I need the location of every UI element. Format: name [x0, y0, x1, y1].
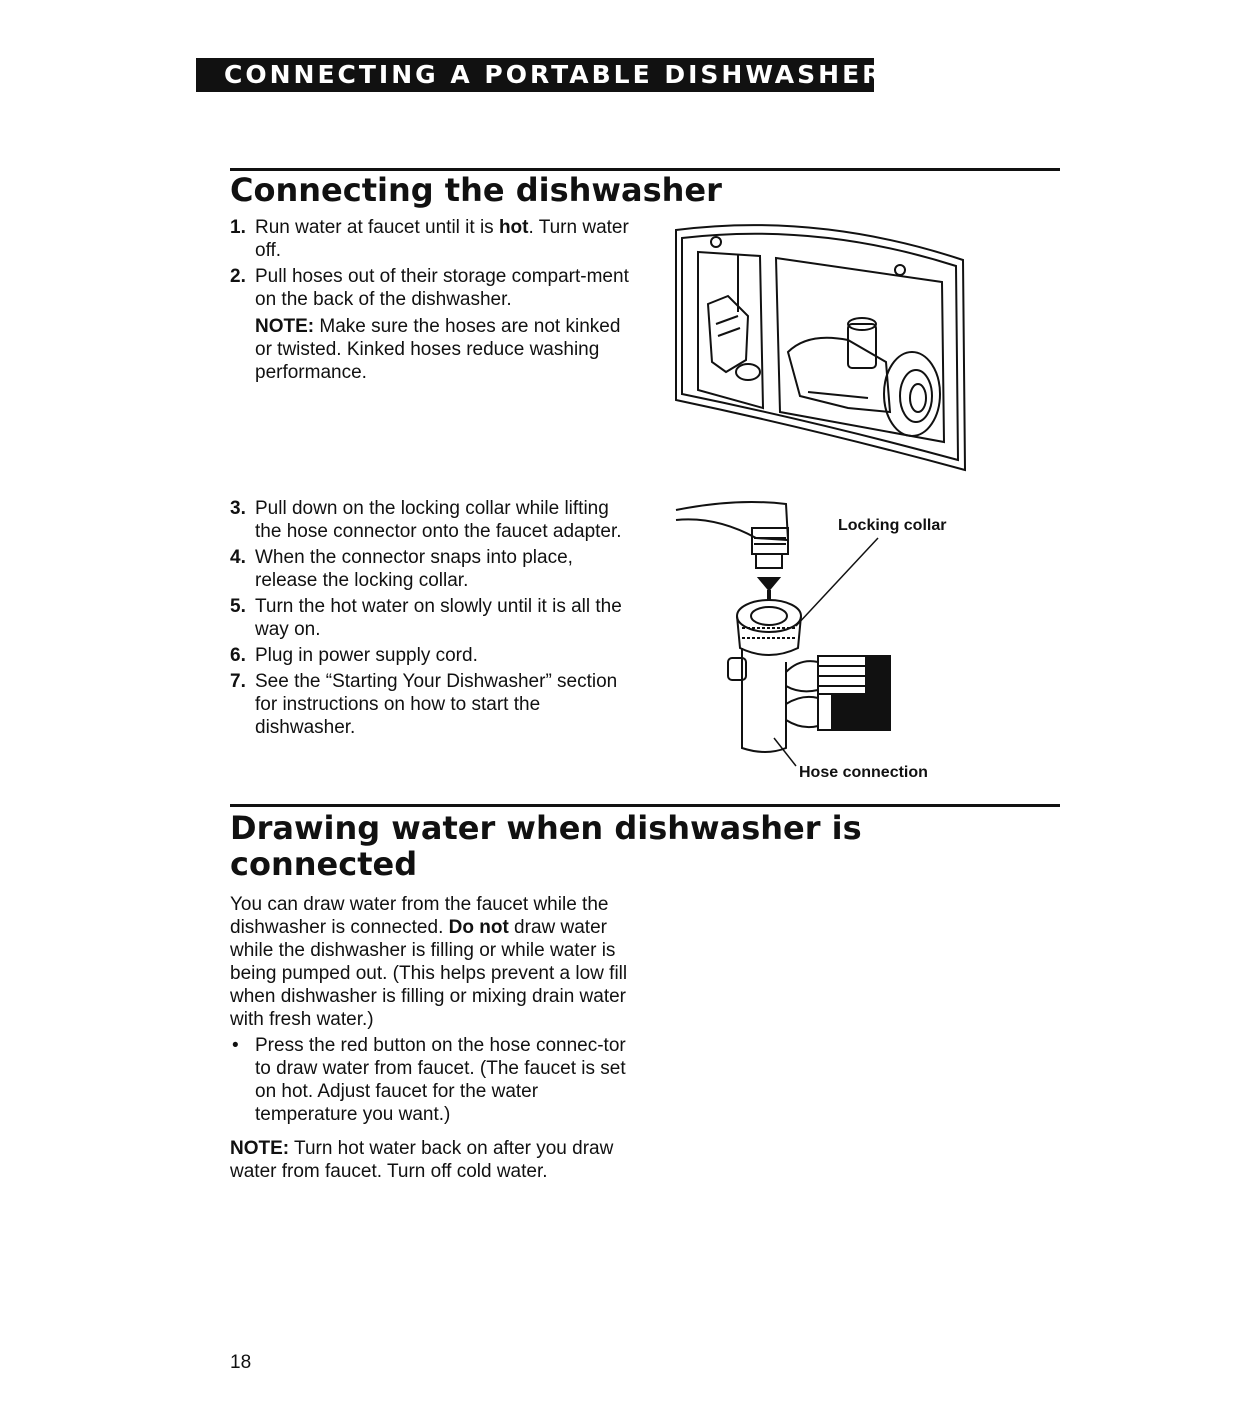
section-rule-bottom — [230, 804, 1060, 807]
faucet-adapter-illustration — [676, 498, 906, 770]
step-7-text: See the “Starting Your Dishwasher” section for instructions on how to start the dishwasher. — [255, 671, 618, 738]
draw-water-note — [230, 1137, 630, 1183]
step-1-text-post: . Turn water off. — [255, 217, 629, 261]
step-4-text: When the connector snaps into place, release the locking collar. — [255, 547, 573, 591]
step-6-number: 6. — [230, 645, 246, 666]
steps-list-b — [230, 497, 630, 742]
draw-water-text-post: draw water while the dishwasher is filling or while water is being pumped out. (This helps prevent a low fill when dishwasher is filling or mixing drain water with fresh water.) — [230, 917, 628, 1030]
section2-title-line2: connected — [230, 845, 418, 883]
step-4 — [230, 546, 630, 592]
hose-storage-compartment-illustration — [668, 212, 970, 478]
step-5 — [230, 595, 630, 641]
section1-title: Connecting the dishwasher — [230, 171, 722, 209]
step-5-number: 5. — [230, 596, 246, 617]
step-2-note-text: Make sure the hoses are not kinked or twisted. Kinked hoses reduce washing performance. — [255, 316, 621, 383]
step-5-text: Turn the hot water on slowly until it is all the way on. — [255, 596, 622, 640]
draw-water-paragraph — [230, 893, 630, 1031]
step-4-number: 4. — [230, 547, 246, 568]
step-1-text-bold: hot — [498, 217, 529, 238]
step-7 — [230, 670, 630, 739]
section2-title-line1: Drawing water when dishwasher is — [230, 809, 862, 847]
red-button-bullet-text: Press the red button on the hose connec-tor to draw water from faucet. (The faucet is set on hot. Adjust faucet for the water temperature you want.) — [255, 1035, 626, 1125]
red-button-bullet — [230, 1034, 630, 1126]
step-2-number: 2. — [230, 266, 246, 287]
locking-collar-label: Locking collar — [838, 517, 947, 534]
step-3 — [230, 497, 630, 543]
step-2-note-label: NOTE: — [255, 316, 315, 337]
draw-water-note-text: Turn hot water back on after you draw water from faucet. Turn off cold water. — [230, 1138, 614, 1182]
draw-water-text-bold: Do not — [448, 917, 509, 938]
draw-water-text-pre: You can draw water from the faucet while the dishwasher is connected. — [230, 894, 609, 938]
step-3-number: 3. — [230, 498, 246, 519]
step-1-text-pre: Run water at faucet until it is — [255, 217, 499, 238]
page-number: 18 — [230, 1352, 252, 1373]
steps-list-a — [230, 216, 630, 387]
step-6 — [230, 644, 630, 667]
step-1 — [230, 216, 630, 262]
step-2-text: Pull hoses out of their storage compart-ment on the back of the dishwasher. — [255, 266, 629, 310]
draw-water-note-label: NOTE: — [230, 1138, 290, 1159]
section2-title — [230, 810, 862, 882]
step-3-text: Pull down on the locking collar while lifting the hose connector onto the faucet adapter. — [255, 498, 622, 542]
step-2-note — [255, 315, 630, 384]
step-1-number: 1. — [230, 217, 246, 238]
bullet-mark: • — [232, 1035, 239, 1056]
section-banner: CONNECTING A PORTABLE DISHWASHER — [196, 58, 874, 92]
step-6-text: Plug in power supply cord. — [255, 645, 478, 666]
step-2 — [230, 265, 630, 384]
step-7-number: 7. — [230, 671, 246, 692]
hose-connection-label: Hose connection — [799, 764, 928, 781]
